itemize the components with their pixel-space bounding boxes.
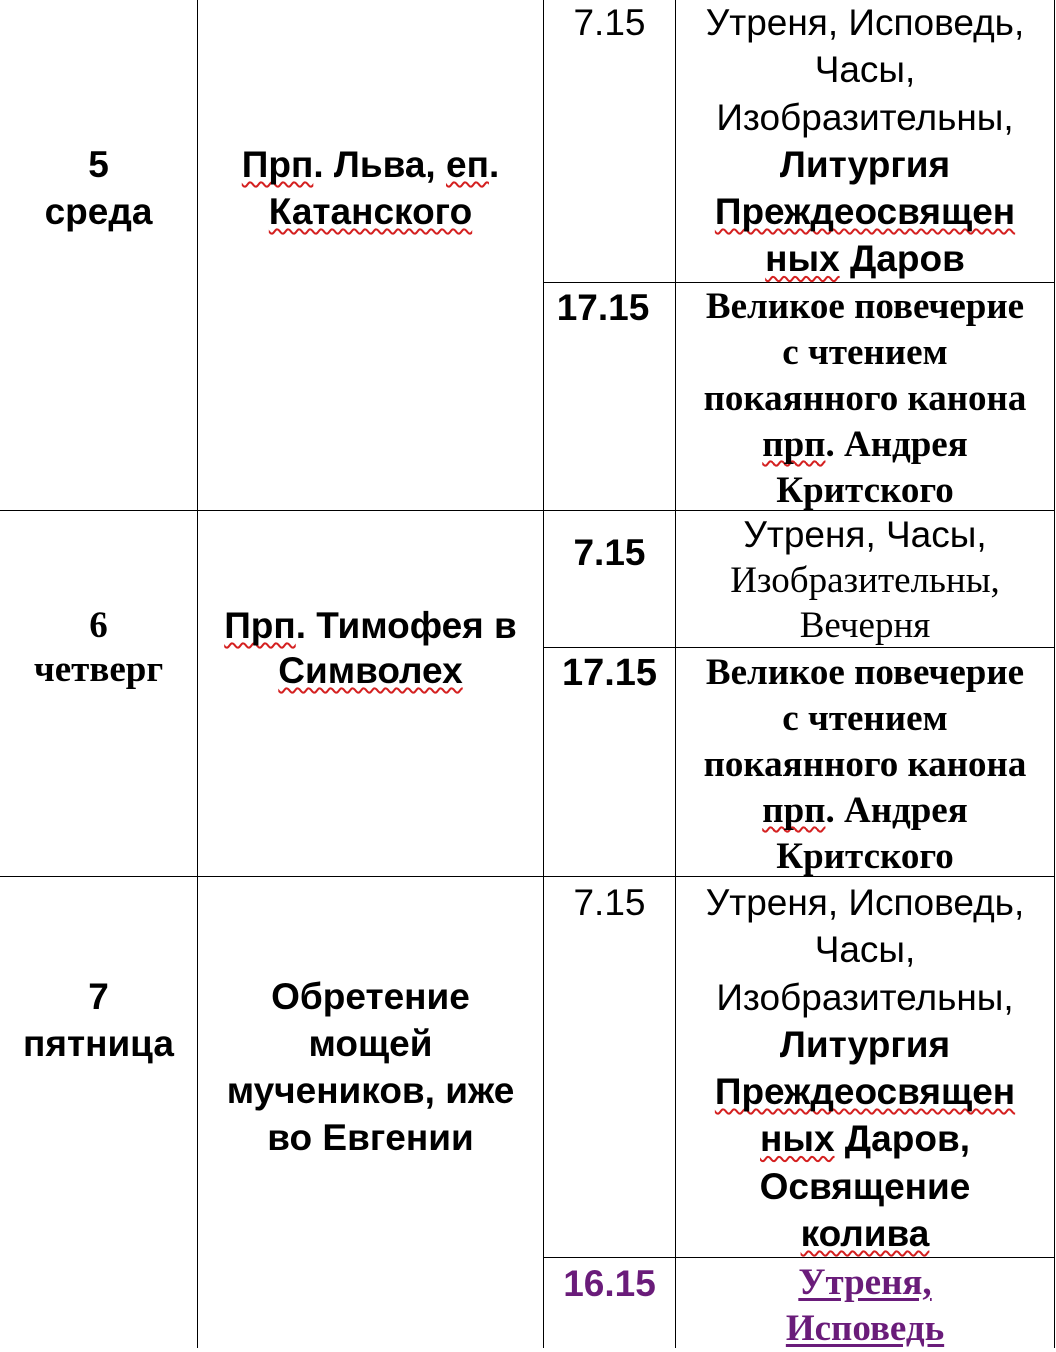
- text-segment: с чтением: [782, 698, 948, 739]
- text-segment: с чтением: [782, 332, 948, 373]
- text-segment: . Тимофея в: [295, 605, 517, 646]
- text-line: [198, 141, 543, 188]
- text-segment: Часы,: [814, 929, 916, 971]
- text-line: [198, 973, 543, 1020]
- text-line: [676, 926, 1054, 973]
- text-line: [676, 1260, 1054, 1306]
- day-name: четверг: [33, 649, 164, 690]
- text-line: [676, 1068, 1054, 1115]
- text-segment: Обретение: [271, 976, 470, 1017]
- text-line: [676, 0, 1054, 46]
- text-line: [676, 1210, 1054, 1257]
- service-time: 7.15: [573, 532, 646, 573]
- service-time: 7.15: [573, 2, 646, 43]
- text-segment: ных: [760, 1118, 835, 1160]
- day-cell: [0, 973, 197, 1067]
- text-segment: Великое повечерие: [705, 286, 1025, 327]
- text-segment: покаянного канона: [703, 744, 1027, 785]
- day-cell: [0, 604, 197, 692]
- text-segment: Прп: [224, 605, 296, 646]
- text-segment: мучеников, иже: [226, 1070, 515, 1111]
- text-line: [676, 788, 1054, 834]
- text-line: [676, 422, 1054, 468]
- text-segment: Освящение: [759, 1165, 971, 1207]
- text-line: [676, 330, 1054, 376]
- text-line: [676, 94, 1054, 141]
- saint-cell: [198, 603, 543, 693]
- text-line: [676, 696, 1054, 742]
- text-segment: Критского: [776, 470, 954, 511]
- service-line: Изобразительны,: [730, 560, 1000, 601]
- day-number: 7: [88, 976, 109, 1017]
- text-line: [676, 742, 1054, 788]
- text-line: [676, 834, 1054, 880]
- text-segment: Изобразительны,: [716, 96, 1014, 138]
- text-line: [676, 974, 1054, 1021]
- service-description: [676, 1260, 1054, 1352]
- text-line: [676, 376, 1054, 422]
- text-line: [676, 879, 1054, 926]
- text-line: [198, 1114, 543, 1161]
- text-segment: Даров: [839, 238, 965, 280]
- text-line: [676, 1163, 1054, 1210]
- service-time: 7.15: [573, 882, 646, 923]
- column-divider: [1054, 0, 1055, 1348]
- service-time: 17.15: [556, 287, 650, 328]
- text-line: [676, 284, 1054, 330]
- text-segment: покаянного канона: [703, 378, 1027, 419]
- text-segment: Прп: [241, 144, 314, 185]
- text-segment: Литургия: [779, 143, 951, 185]
- saint-cell: [198, 973, 543, 1161]
- text-segment: Преждеосвящен: [714, 191, 1016, 233]
- text-segment: Даров,: [834, 1118, 970, 1160]
- service-description: [676, 0, 1054, 283]
- text-segment: ных: [765, 238, 840, 280]
- text-segment: Критского: [776, 836, 954, 877]
- service-line: Утреня, Часы,: [743, 514, 987, 555]
- service-description: [676, 650, 1054, 880]
- text-segment: Изобразительны,: [716, 976, 1014, 1018]
- text-segment: еп: [446, 144, 489, 185]
- text-segment: Катанского: [268, 191, 473, 232]
- text-line: [676, 1021, 1054, 1068]
- text-segment: Утреня,: [798, 1262, 932, 1303]
- service-time: 16.15: [563, 1263, 656, 1304]
- text-line: [198, 1067, 543, 1114]
- text-line: [198, 1020, 543, 1067]
- text-segment: . Андрея: [825, 424, 968, 465]
- text-segment: Исповедь: [785, 1308, 945, 1349]
- text-line: [676, 141, 1054, 188]
- saint-cell: [198, 141, 543, 235]
- day-name: среда: [44, 191, 153, 232]
- text-line: [676, 188, 1054, 235]
- text-line: [676, 235, 1054, 282]
- day-cell: [0, 141, 197, 235]
- text-line: [676, 650, 1054, 696]
- service-line: Вечерня: [799, 605, 931, 646]
- day-number: 6: [89, 605, 108, 646]
- day-number: 5: [88, 144, 109, 185]
- text-segment: Часы,: [814, 49, 916, 91]
- text-segment: Великое повечерие: [705, 652, 1025, 693]
- text-segment: . Льва,: [313, 144, 446, 185]
- text-segment: Преждеосвящен: [714, 1071, 1016, 1113]
- text-segment: Литургия: [779, 1023, 951, 1065]
- text-segment: Символех: [278, 650, 463, 691]
- text-segment: колива: [800, 1213, 930, 1255]
- text-segment: . Андрея: [825, 790, 968, 831]
- text-segment: .: [488, 144, 500, 185]
- text-segment: мощей: [308, 1023, 433, 1064]
- text-segment: прп: [762, 790, 826, 831]
- text-line: [676, 46, 1054, 93]
- service-description: [676, 512, 1054, 648]
- text-segment: Утреня, Исповедь,: [705, 882, 1025, 923]
- text-line: [676, 1115, 1054, 1162]
- text-segment: прп: [762, 424, 826, 465]
- service-time: 17.15: [561, 652, 658, 694]
- text-line: [198, 603, 543, 648]
- text-line: [198, 648, 543, 693]
- service-description: [676, 879, 1054, 1257]
- text-segment: Утреня, Исповедь,: [705, 2, 1025, 43]
- text-line: [676, 1306, 1054, 1352]
- day-name: пятница: [23, 1023, 174, 1064]
- text-line: [198, 188, 543, 235]
- text-line: [676, 468, 1054, 514]
- service-description: [676, 284, 1054, 514]
- text-segment: во Евгении: [267, 1117, 474, 1158]
